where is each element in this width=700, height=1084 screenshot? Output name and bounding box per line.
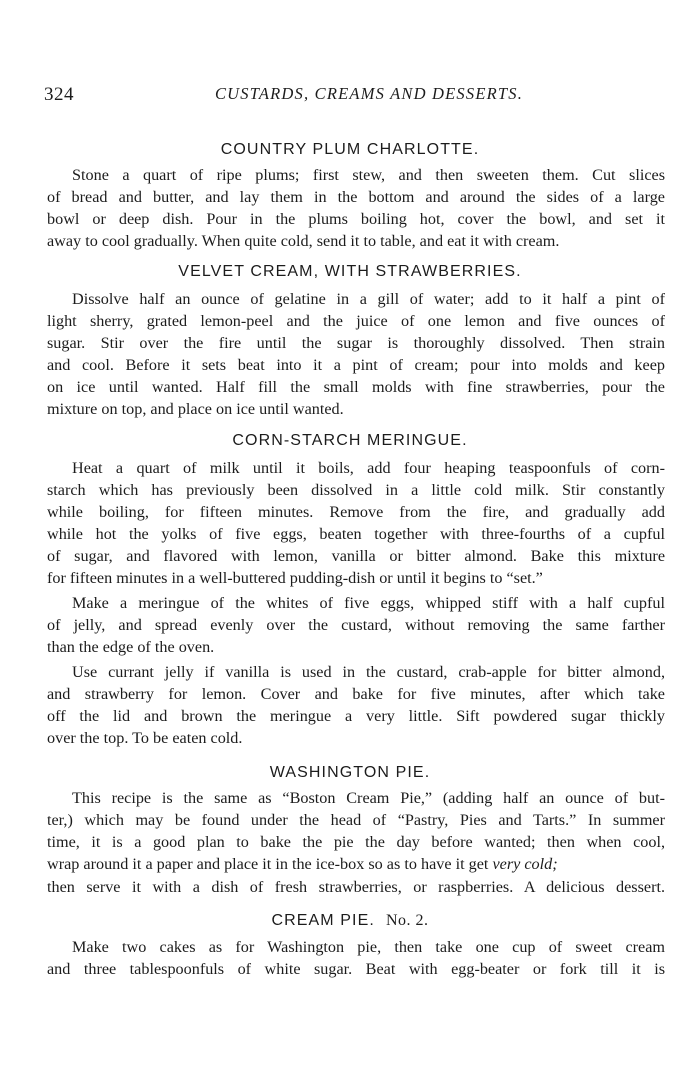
text-line: away to cool gradually. When quite cold, send it to table, and eat it with cream.: [47, 232, 560, 250]
text-run: wrap around it a paper and place it in the ice-box so as to have it get: [47, 855, 493, 873]
text-line: and strawberry for lemon. Cover and bake for five minutes, after which take: [47, 685, 665, 703]
text-line: Stone a quart of ripe plums; first stew, and then sweeten them. Cut slices: [72, 166, 665, 184]
section-title: CREAM PIE.: [271, 912, 375, 929]
text-line: while boiling, for fifteen minutes. Remove from the fire, and gradually add: [47, 503, 665, 521]
text-line: ter,) which may be found under the head of “Pastry, Pies and Tarts.” In summer: [47, 811, 665, 829]
text-line: Make two cakes as for Washington pie, then take one cup of sweet cream: [72, 938, 665, 956]
running-head: CUSTARDS, CREAMS AND DESSERTS.: [214, 84, 524, 103]
page-number: 324: [44, 84, 74, 105]
section-heading: CORN-STARCH MERINGUE.: [232, 432, 468, 449]
section-heading: [0, 912, 700, 930]
text-line: Heat a quart of milk until it boils, add four heaping teaspoonfuls of corn-: [72, 459, 665, 477]
section-heading: COUNTRY PLUM CHARLOTTE.: [220, 141, 480, 158]
text-line: on ice until wanted. Half fill the small molds with fine strawberries, pour the: [47, 378, 665, 396]
text-line: bowl or deep dish. Pour in the plums boiling hot, cover the bowl, and set it: [47, 210, 665, 228]
section-number: No. 2.: [386, 912, 429, 929]
text-line: then serve it with a dish of fresh strawberries, or raspberries. A delicious dessert.: [47, 878, 665, 896]
text-line: than the edge of the oven.: [47, 638, 215, 656]
text-line: Dissolve half an ounce of gelatine in a gill of water; add to it half a pint of: [72, 290, 665, 308]
text-line: for fifteen minutes in a well-buttered pudding-dish or until it begins to “set.”: [47, 569, 543, 587]
text-line: [47, 853, 665, 875]
text-line: This recipe is the same as “Boston Cream Pie,” (adding half an ounce of but-: [72, 789, 665, 807]
text-line: of jelly, and spread evenly over the custard, without removing the same farther: [47, 616, 665, 634]
text-line: starch which has previously been dissolved in a little cold milk. Stir constantly: [47, 481, 665, 499]
text-line: Use currant jelly if vanilla is used in the custard, crab-apple for bitter almond,: [72, 663, 665, 681]
section-heading: VELVET CREAM, WITH STRAWBERRIES.: [178, 263, 522, 280]
text-line: and cool. Before it sets beat into it a pint of cream; pour into molds and keep: [47, 356, 665, 374]
text-line: of bread and butter, and lay them in the bottom and around the sides of a large: [47, 188, 665, 206]
emphasis-text: very cold;: [492, 855, 558, 873]
text-line: time, it is a good plan to bake the pie the day before wanted; then when cool,: [47, 833, 665, 851]
text-line: of sugar, and flavored with lemon, vanilla or bitter almond. Bake this mixture: [47, 547, 665, 565]
text-line: and three tablespoonfuls of white sugar. Beat with egg-beater or fork till it is: [47, 960, 665, 978]
text-line: while hot the yolks of five eggs, beaten together with three-fourths of a cupful: [47, 525, 665, 543]
text-line: sugar. Stir over the fire until the sugar is thoroughly dissolved. Then strain: [47, 334, 665, 352]
text-line: light sherry, grated lemon-peel and the juice of one lemon and five ounces of: [47, 312, 665, 330]
page-header: [44, 84, 664, 108]
text-line: mixture on top, and place on ice until wanted.: [47, 400, 344, 418]
text-line: over the top. To be eaten cold.: [47, 729, 243, 747]
section-heading: WASHINGTON PIE.: [269, 764, 431, 781]
text-line: Make a meringue of the whites of five eggs, whipped stiff with a half cupful: [72, 594, 665, 612]
text-line: off the lid and brown the meringue a very little. Sift powdered sugar thickly: [47, 707, 665, 725]
